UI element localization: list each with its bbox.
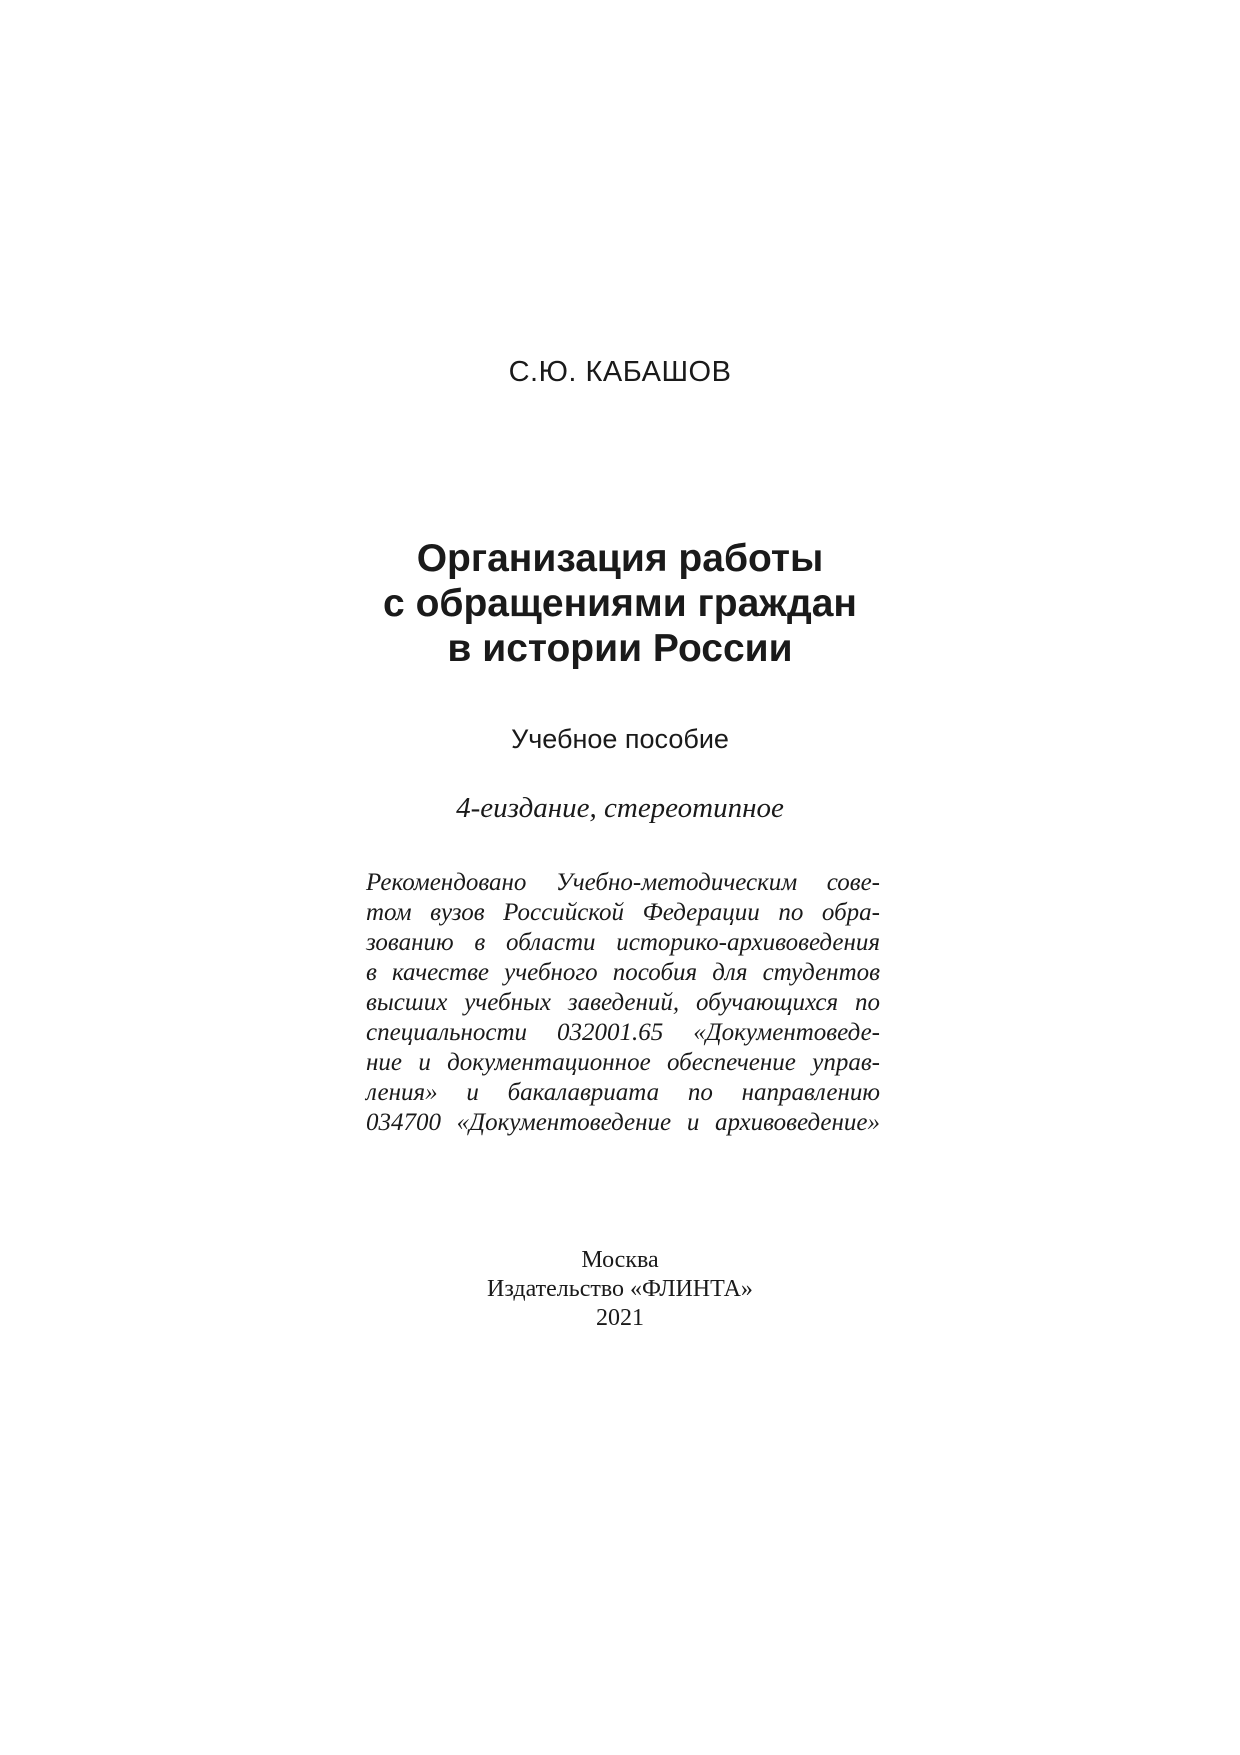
recommendation-line: специальности 032001.65 «Документоведе- [366,1019,880,1046]
book-title [0,536,1240,671]
recommendation-line: высших учебных заведений, обучающихся по [366,989,880,1016]
imprint-publisher: Издательство «ФЛИНТА» [487,1276,753,1302]
edition-note: 4-еиздание, стереотипное [456,792,784,824]
imprint [0,1246,1240,1333]
recommendation-line: том вузов Российской Федерации по обра- [366,899,880,926]
imprint-year: 2021 [596,1305,644,1331]
title-line: с обращениями граждан [383,582,857,625]
book-type: Учебное пособие [511,724,729,754]
recommendation-line: зованию в области историко-архивоведения [366,929,880,956]
author-name: С.Ю. КАБАШОВ [508,356,732,388]
imprint-city: Москва [581,1247,659,1273]
recommendation-line: ления» и бакалавриата по направлению [366,1079,880,1106]
title-line: в истории России [447,627,793,670]
recommendation-text [366,868,880,1138]
recommendation-line: Рекомендовано Учебно-методическим сове- [366,869,880,896]
recommendation-line: в качестве учебного пособия для студентов [366,959,880,986]
recommendation-line: ние и документационное обеспечение управ- [366,1049,880,1076]
title-line: Организация работы [416,537,824,580]
recommendation-line: 034700 «Документоведение и архивоведение» [366,1109,880,1136]
